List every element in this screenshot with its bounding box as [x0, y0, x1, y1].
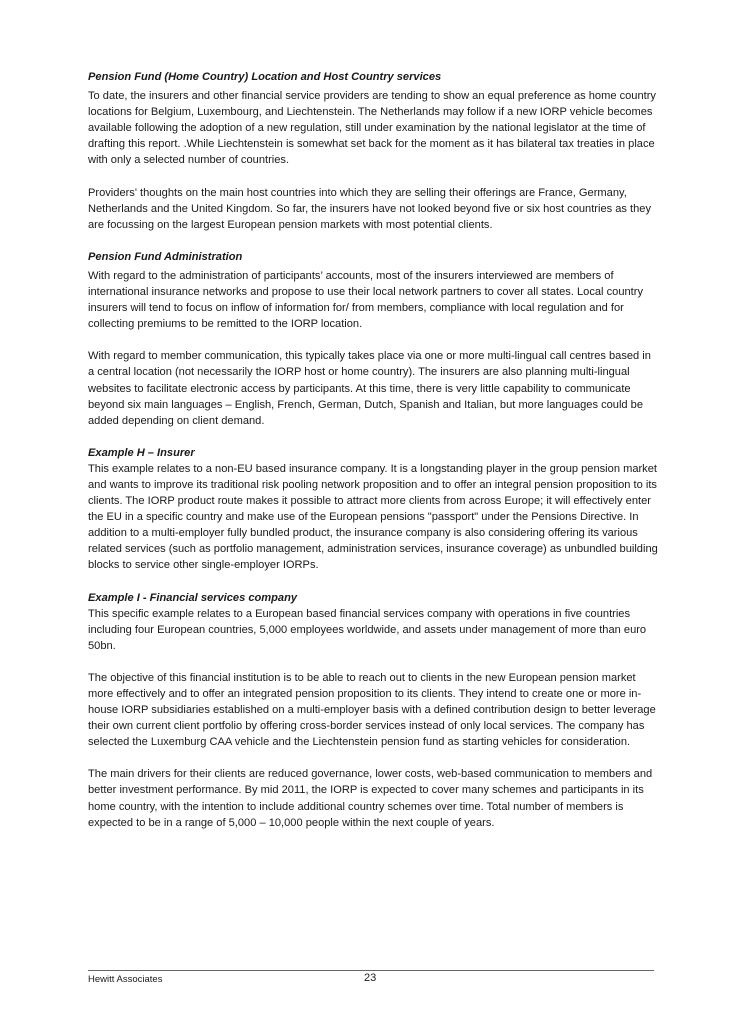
- section-host-country: [88, 69, 658, 233]
- paragraph: The objective of this financial institution is to be able to reach out to clients in the new European pension market more effectively and to offer an integrated pension proposition to its clients. They intend to create one or more in-house IORP subsidiaries established on a multi-employer basis with a defined contribution design to better leverage their own current client portfolio by offering cross-border services instead of only local services. The company has selected the Luxemburg CAA vehicle and the Liechtenstein pension fund as starting vehicles for consideration.: [88, 671, 656, 749]
- section-example-h: [88, 445, 658, 574]
- paragraph: The main drivers for their clients are reduced governance, lower costs, web-based communication to members and better investment performance. By mid 2011, the IORP is expected to cover many schemes and participants in its home country, with the intention to include additional country schemes over time. Total number of members is expected to be in a range of 5,000 – 10,000 people within the next couple of years.: [88, 768, 653, 829]
- section-heading: Example H – Insurer: [88, 446, 195, 459]
- paragraph: This example relates to a non-EU based insurance company. It is a longstanding player in the group pension market and wants to improve its traditional risk pooling network proposition and to offer an integral pension proposition to its clients. The IORP product route makes it possible to attract more clients from across Europe; it will effectively enter the EU in a specific country and make use of the European pensions "passport" under the Pensions Directive. In addition to a multi-employer fully bundled product, the insurance company is also considering offering its various related services (such as portfolio management, administration services, insurance coverage) as unbundled building blocks to service other single-employer IORPs.: [88, 462, 658, 572]
- paragraph: With regard to member communication, this typically takes place via one or more multi-lingual call centres based in a central location (not necessarily the IORP host or home country). The insurers are also planning multi-lingual websites to facilitate electronic access by participants. At this time, there is very little capability to communicate beyond six main languages – English, French, German, Dutch, Spanish and Italian, but more languages could be added depending on client demand.: [88, 350, 651, 427]
- section-fund-administration: [88, 249, 658, 429]
- page-number: 23: [364, 972, 377, 984]
- paragraph: This specific example relates to a European based financial services company with operations in five countries including four European countries, 5,000 employees worldwide, and assets under management of more than euro 50bn.: [88, 607, 647, 652]
- footer-divider: [88, 970, 654, 971]
- paragraph: To date, the insurers and other financial service providers are tending to show an equal preference as home country locations for Belgium, Luxembourg, and Liechtenstein. The Netherlands may follow if a new IORP vehicle becomes available following the adoption of a new regulation, still under examination by the national legislator at the time of drafting this report. .While Liechtenstein is somewhat set back for the moment as it has bilateral tax treaties in place with only a selected number of countries.: [88, 90, 656, 167]
- section-example-i: [88, 590, 658, 831]
- paragraph: Providers' thoughts on the main host countries into which they are selling their offerings are France, Germany, Netherlands and the United Kingdom. So far, the insurers have not looked beyond five or six host countries as they are focussing on the largest European pension markets with most potential clients.: [88, 186, 652, 231]
- paragraph: With regard to the administration of participants’ accounts, most of the insurers interviewed are members of international insurance networks and propose to use their local network partners to cover all states. Local country insurers will tend to focus on inflow of information for/ from members, compliance with local regulation and for collecting premiums to be remitted to the IORP location.: [88, 269, 643, 331]
- section-heading: Example I - Financial services company: [88, 591, 298, 604]
- section-heading: Pension Fund (Home Country) Location and Host Country services: [88, 71, 442, 83]
- document-body: [88, 69, 658, 847]
- section-heading: Pension Fund Administration: [88, 250, 243, 263]
- footer-company: Hewitt Associates: [88, 974, 163, 985]
